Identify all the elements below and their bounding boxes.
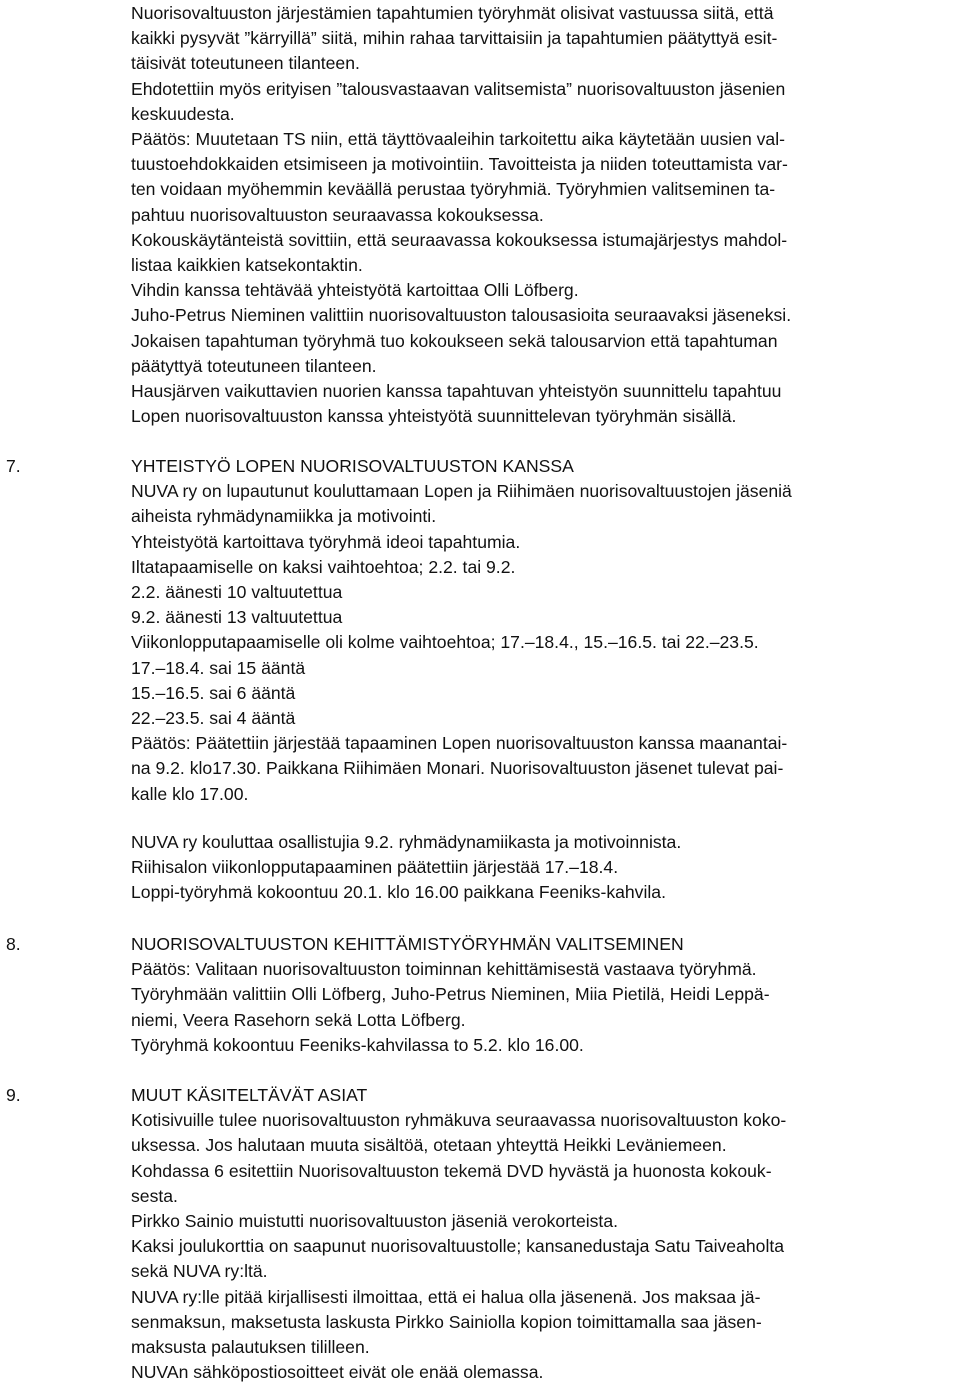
paragraph-line: kalle klo 17.00. [131, 783, 249, 804]
paragraph-line: sekä NUVA ry:ltä. [131, 1261, 268, 1282]
paragraph-line: 17.–18.4. sai 15 ääntä [131, 657, 306, 678]
paragraph-line: 9.2. äänesti 13 valtuutettua [131, 607, 343, 628]
paragraph-line: aiheista ryhmädynamiikka ja motivointi. [131, 506, 437, 527]
paragraph-line: Loppi-työryhmä kokoontuu 20.1. klo 16.00 paikkana Feeniks-kahvila. [131, 882, 666, 903]
paragraph-line: päätyttyä toteutuneen tilanteen. [131, 355, 377, 376]
paragraph-line: Pirkko Sainio muistutti nuorisovaltuuston jäseniä verokorteista. [131, 1211, 618, 1231]
paragraph-line: niemi, Veera Rasehorn sekä Lotta Löfberg. [131, 1009, 466, 1030]
paragraph-line: maksusta palautuksen tililleen. [131, 1337, 370, 1357]
paragraph-line: Työryhmään valittiin Olli Löfberg, Juho-Petrus Nieminen, Miia Pietilä, Heidi Leppä- [131, 984, 770, 1005]
paragraph-line: Iltatapaamiselle on kaksi vaihtoehtoa; 2.2. tai 9.2. [131, 556, 516, 577]
paragraph-line: kaikki pysyvät ”kärryillä” siitä, mihin rahaa tarvittaisiin ja tapahtumien päätyttyä esit- [131, 28, 778, 49]
paragraph-line: Päätös: Päätettiin järjestää tapaaminen Lopen nuorisovaltuuston kanssa maanantai- [131, 733, 788, 754]
paragraph-line: ten voidaan myöhemmin keväällä perustaa työryhmiä. Työryhmien valitseminen ta- [131, 179, 776, 200]
paragraph-line: Päätös: Valitaan nuorisovaltuuston toiminnan kehittämisestä vastaava työryhmä. [131, 959, 757, 980]
paragraph-line: Yhteistyötä kartoittava työryhmä ideoi tapahtumia. [131, 531, 521, 552]
paragraph-line: NUVA ry on lupautunut kouluttamaan Lopen ja Riihimäen nuorisovaltuustojen jäseniä [131, 481, 792, 502]
paragraph-line: NUVA ry:lle pitää kirjallisesti ilmoittaa, että ei halua olla jäsenenä. Jos maksaa jä- [131, 1286, 761, 1307]
paragraph-line: pahtuu nuorisovaltuuston seuraavassa kokouksessa. [131, 204, 544, 225]
paragraph-line: Työryhmä kokoontuu Feeniks-kahvilassa to 5.2. klo 16.00. [131, 1034, 584, 1055]
section-number: 8. [6, 934, 21, 954]
paragraph-line: keskuudesta. [131, 103, 235, 124]
paragraph-line: senmaksun, maksetusta laskusta Pirkko Sainiolla kopion toimittamalla saa jäsen- [131, 1311, 762, 1332]
paragraph-line: uksessa. Jos halutaan muuta sisältöä, otetaan yhteyttä Heikki Leväniemeen. [131, 1135, 727, 1156]
paragraph-line: Kokouskäytänteistä sovittiin, että seuraavassa kokouksessa istumajärjestys mahdol- [131, 229, 788, 250]
section-heading: NUORISOVALTUUSTON KEHITTÄMISTYÖRYHMÄN VALITSEMINEN [131, 934, 684, 954]
paragraph-line: Viikonlopputapaamiselle oli kolme vaihtoehtoa; 17.–18.4., 15.–16.5. tai 22.–23.5. [131, 632, 759, 653]
paragraph-line: täisivät toteutuneen tilanteen. [131, 53, 360, 74]
section-heading: MUUT KÄSITELTÄVÄT ASIAT [131, 1085, 368, 1105]
paragraph-line: 15.–16.5. sai 6 ääntä [131, 682, 296, 703]
paragraph-line: Ehdotettiin myös erityisen ”talousvastaavan valitsemista” nuorisovaltuuston jäsenien [131, 78, 786, 99]
paragraph-line: Vihdin kanssa tehtävää yhteistyötä kartoittaa Olli Löfberg. [131, 280, 579, 301]
paragraph-line: Kohdassa 6 esitettiin Nuorisovaltuuston tekemä DVD hyvästä ja huonosta kokouk- [131, 1160, 772, 1181]
paragraph-line: Jokaisen tapahtuman työryhmä tuo kokoukseen sekä talousarvion että tapahtuman [131, 330, 778, 351]
paragraph-line: Nuorisovaltuuston järjestämien tapahtumien työryhmät olisivat vastuussa siitä, että [131, 3, 774, 23]
paragraph-line: Lopen nuorisovaltuuston kanssa yhteistyötä suunnittelevan työryhmän sisällä. [131, 406, 737, 427]
paragraph-line: NUVAn sähköpostiosoitteet eivät ole enää olemassa. [131, 1362, 544, 1383]
paragraph-line: Riihisalon viikonlopputapaaminen päätettiin järjestää 17.–18.4. [131, 857, 619, 878]
paragraph-line: 2.2. äänesti 10 valtuutettua [131, 582, 343, 602]
paragraph-line: tuustoehdokkaiden etsimiseen ja motivointiin. Tavoitteista ja niiden toteuttamista var- [131, 154, 788, 175]
paragraph-line: NUVA ry kouluttaa osallistujia 9.2. ryhmädynamiikasta ja motivoinnista. [131, 832, 682, 852]
paragraph-line: sesta. [131, 1185, 178, 1206]
paragraph-line: 22.–23.5. sai 4 ääntä [131, 708, 296, 728]
paragraph-line: na 9.2. klo17.30. Paikkana Riihimäen Monari. Nuorisovaltuuston jäsenet tulevat pai- [131, 758, 784, 779]
paragraph-line: Kotisivuille tulee nuorisovaltuuston ryhmäkuva seuraavassa nuorisovaltuuston koko- [131, 1110, 787, 1131]
paragraph-line: Hausjärven vaikuttavien nuorien kanssa tapahtuvan yhteistyön suunnittelu tapahtuu [131, 381, 782, 401]
paragraph-line: Kaksi joulukorttia on saapunut nuorisovaltuustolle; kansanedustaja Satu Taiveaholta [131, 1236, 785, 1257]
section-number: 7. [6, 456, 21, 476]
section-number: 9. [6, 1085, 21, 1105]
paragraph-line: listaa kaikkien katsekontaktin. [131, 255, 363, 275]
paragraph-line: Juho-Petrus Nieminen valittiin nuorisovaltuuston talousasioita seuraavaksi jäseneksi. [131, 305, 792, 326]
paragraph-line: Päätös: Muutetaan TS niin, että täyttövaaleihin tarkoitettu aika käytetään uusien val- [131, 129, 785, 149]
section-heading: YHTEISTYÖ LOPEN NUORISOVALTUUSTON KANSSA [131, 456, 574, 476]
